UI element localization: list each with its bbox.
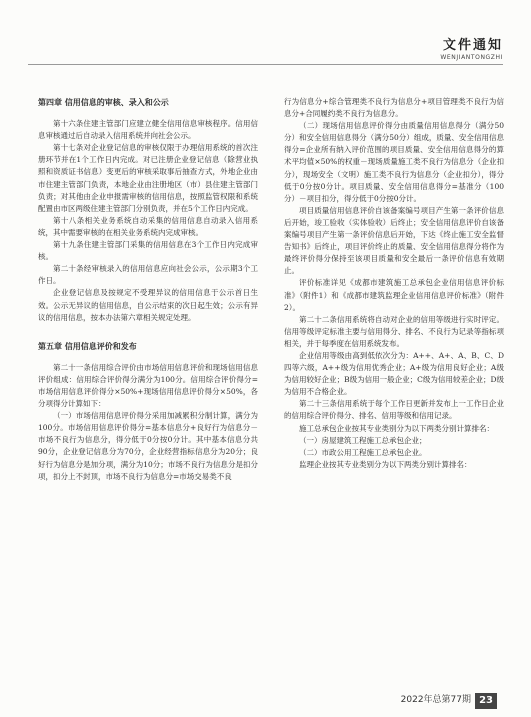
paragraph: 第二十一条信用综合评价由市场信用信息评价和现场信用信息评价组成：信用综合评价得分满分为100分。信用综合评价得分=市场信用信息评价得分×50%+现场信用信息评价得分×50%，各分项得分计算如下：	[38, 362, 258, 409]
paragraph: 第十八条相关业务系统自动采集的信用信息自动录入信用系统，其中需要审核的在相关业务系统内完成审核。	[38, 215, 258, 237]
chapter-heading-5: 第五章 信用信息评价和发布	[38, 340, 137, 351]
paragraph: 第二十条经审核录入的信用信息应向社会公示，公示期3个工作日。	[38, 264, 258, 286]
paragraph: 企业登记信息及按规定不受理异议的信用信息于公示首日生效。公示无异议的信用信息，自公示结束的次日起生效；公示有异议的信用信息，按本办法第六章相关规定处理。	[38, 288, 258, 322]
section-title: 文件通知	[442, 38, 503, 53]
paragraph: 行为信息分+综合管理类不良行为信息分+项目管理类不良行为信息分+合同履约类不良行为信息分。	[284, 97, 504, 119]
section-subtitle: WENJIANTONGZHI	[440, 54, 503, 61]
paragraph: （一）房屋建筑工程施工总承包企业；	[299, 435, 427, 445]
chapter-heading-4: 第四章 信用信息的审核、录入和公示	[38, 97, 169, 107]
paragraph: 施工总承包企业按其专业类别分为以下两类分别计算排名：	[299, 423, 494, 433]
paragraph: 第十七条对企业登记信息的审核仅限于办理信用系统的首次注册环节并在1个工作日内完成。对已注册企业登记信息（除营业执照和资质证书信息）变更后的审核采取事后抽查方式，外地企业由市住建主管部门负责，本地企业由注册地区（市）县住建主管部门负责；对其他由企业申报需审核的信用信息，按照监管权限和系统配置由市区两级住建主管部门分别负责，并在5个工作日内完成。	[38, 143, 258, 213]
right-column	[284, 96, 504, 696]
paragraph: 第二十三条信用系统于每个工作日更新并发布上一工作日企业的信用综合评价得分、排名、信用等级和信用记录。	[284, 399, 504, 421]
paragraph: 项目质量信用信息评价自该备案编号项目产生第一条评价信息后开始，竣工验收（实体验收）后终止；安全信用信息评价自该备案编号项目产生第一条评价信息后开始，下达《终止施工安全监督告知书》后终止，项目评价终止的质量、安全信用信息得分将作为最终评价得分保持至该项目质量和安全最后一条评价信息有效期止。	[284, 205, 504, 276]
issue-label: 2022年总第77期	[400, 695, 471, 705]
page-number: 23	[475, 693, 497, 709]
header-divider	[28, 64, 503, 65]
paragraph: 评价标准详见《成都市建筑施工总承包企业信用信息评价标准》（附件1）和《成都市建筑监理企业信用信息评价标准》（附件2）。	[284, 278, 504, 312]
paragraph: （二）现场信用信息评价得分由质量信用信息得分（满分50分）和安全信用信息得分（满分50分）组成，质量、安全信用信息得分=企业所有纳入评价范围的项目质量、安全信用信息得分的算术平均值×50%的权重－现场质量施工类不良行为信息分（企业扣分），现场安全（文明）施工类不良行为信息分（企业扣分），得分低于0分按0分计。项目质量、安全信用信息得分=基准分（100分）－项目扣分，得分低于0分按0分计。	[284, 121, 504, 203]
left-column	[38, 96, 258, 696]
paragraph: （二）市政公用工程施工总承包企业。	[299, 447, 427, 457]
paragraph: 第二十二条信用系统将自动对企业的信用等级进行实时评定。信用等级评定标准主要与信用得分、排名、不良行为记录等指标项相关，并于每季度在信用系统发布。	[284, 314, 504, 348]
paragraph: 监理企业按其专业类别分为以下两类分别计算排名：	[299, 459, 472, 469]
paragraph: 第十六条住建主管部门应建立健全信用信息审核程序。信用信息审核通过后自动录入信用系统并向社会公示。	[38, 119, 258, 141]
paragraph: 第十九条住建主管部门采集的信用信息在3个工作日内完成审核。	[38, 240, 258, 262]
paragraph: 企业信用等级由高到低依次分为：A++、A+、A、B、C、D四等六级，A++级为信用优秀企业；A+级为信用良好企业；A级为信用较好企业；B级为信用一般企业；C级为信用较差企业；D级为信用不合格企业。	[284, 350, 504, 397]
paragraph: （一）市场信用信息评价得分采用加减累积分制计算，满分为100分。市场信用信息评价得分=基本信息分+良好行为信息分－市场不良行为信息分，得分低于0分按0分计。其中基本信息分共90分，企业登记信息分为70分，企业经营指标信息分为20分；良好行为信息分是加分项，满分为10分；市场不良行为信息分是扣分项，扣分上不封顶，市场不良行为信息分=市场交易类不良	[38, 411, 258, 481]
